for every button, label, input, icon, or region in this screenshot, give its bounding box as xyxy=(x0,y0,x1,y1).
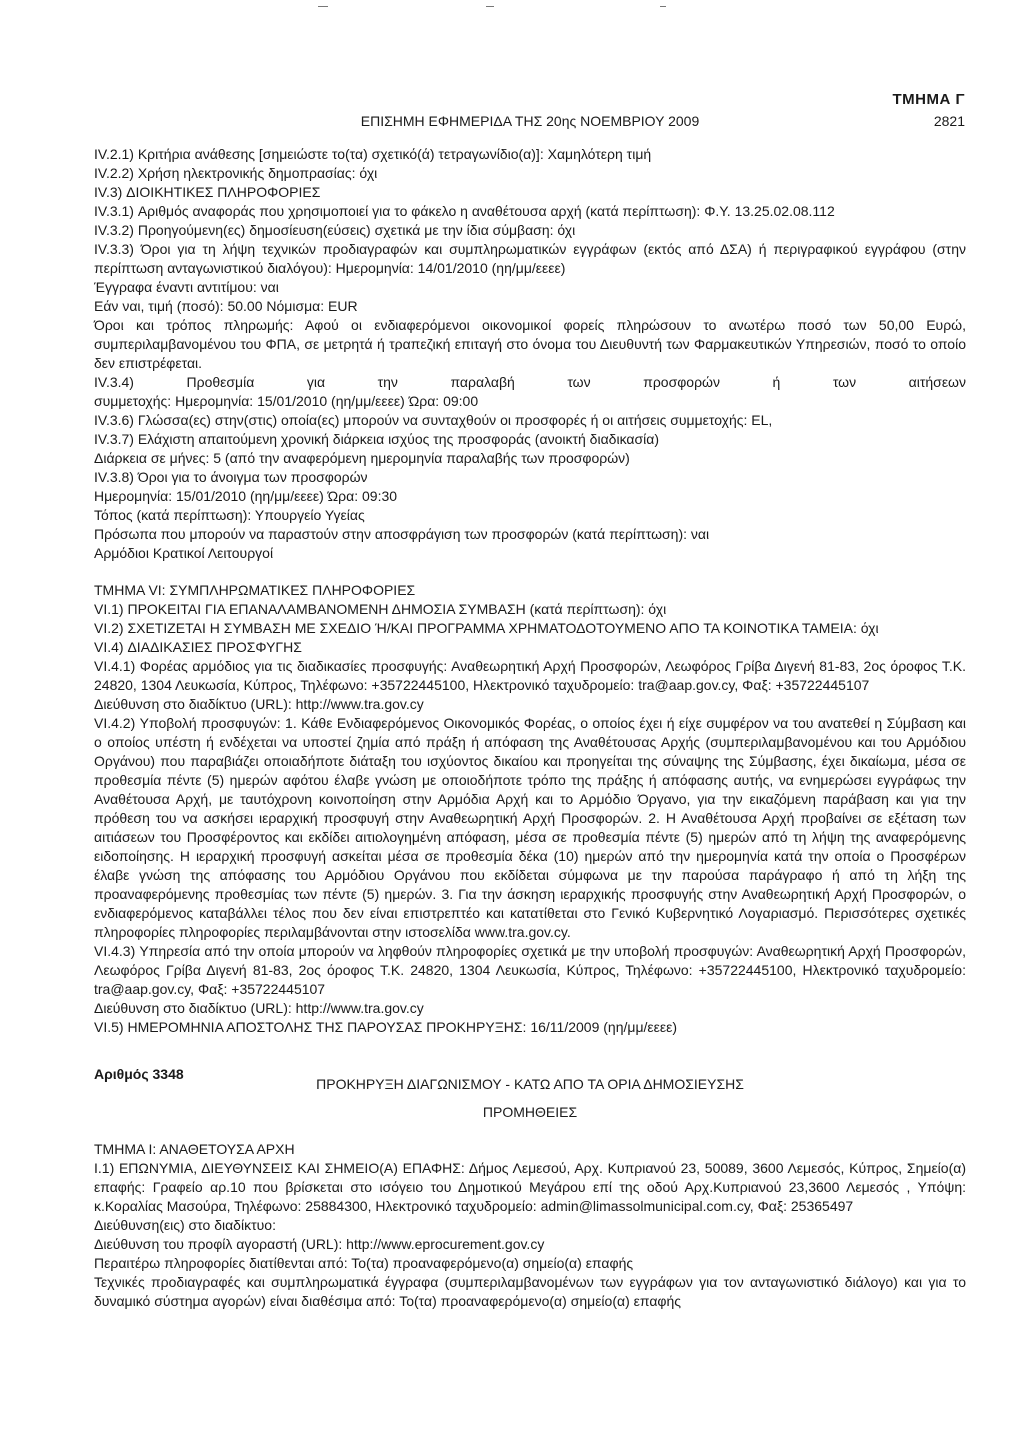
spacer xyxy=(94,1122,966,1140)
paragraph-iv34: IV.3.4) Προθεσμία για την παραλαβή των προσφορών ή των αιτήσεων xyxy=(94,374,966,390)
spacer xyxy=(94,1037,966,1063)
text-line: IV.2.2) Χρήση ηλεκτρονικής δημοπρασίας: όχι xyxy=(94,165,378,181)
text-line: VI.4) ΔΙΑΔΙΚΑΣΙΕΣ ΠΡΟΣΦΥΓΗΣ xyxy=(94,639,302,655)
url-line: Διεύθυνση του προφίλ αγοραστή (URL): http://www.eprocurement.gov.cy xyxy=(94,1236,545,1252)
paragraph-i1: Ι.1) ΕΠΩΝΥΜΙΑ, ΔΙΕΥΘΥΝΣΕΙΣ ΚΑΙ ΣΗΜΕΙΟ(Α) ΕΠΑΦΗΣ: Δήμος Λεμεσού, Αρχ. Κυπριανού 23, 50089, 3600 Λεμεσός, Κύπρος, Σημείο(α) επαφής: Γραφείο αρ.10 που βρίσκεται στο ισόγειο του Δημοτικού Μεγάρου επί της οδού Αρχ.Κυπριανού 23,3600 Λεμεσός , Υπόψη: κ.Κοραλίας Μασούρα, Τηλέφωνο: 25884300, Ηλεκτρονικό ταχυδρομείο: admin@limassolmunicipal.com.cy, Φαξ: 25365497 xyxy=(94,1160,966,1214)
page-number: 2821 xyxy=(933,113,965,129)
paragraph-vi41: VI.4.1) Φορέας αρμόδιος για τις διαδικασίες προσφυγής: Αναθεωρητική Αρχή Προσφορών, Λεωφόρος Γρίβα Διγενή 81-83, 2ος όροφος Τ.Κ. 24820, 1304 Λευκωσία, Κύπρος, Τηλέφωνο: +35722445100, Ηλεκτρονικό ταχυδρομείο: tra@aap.gov.cy, Φαξ: +35722445107 xyxy=(94,658,966,693)
notice-subtitle: ΠΡΟΜΗΘΕΙΕΣ xyxy=(482,1104,578,1120)
text-line: IV.3.8) Όροι για το άνοιγμα των προσφορών xyxy=(94,469,368,485)
text-line: VI.1) ΠΡΟΚΕΙΤΑΙ ΓΙΑ ΕΠΑΝΑΛΑΜΒΑΝΟΜΕΝΗ ΔΗΜΟΣΙΑ ΣΥΜΒΑΣΗ (κατά περίπτωση): όχι xyxy=(94,601,667,617)
section-heading: ΤΜΗΜΑ VI: ΣΥΜΠΛΗΡΩΜΑΤΙΚΕΣ ΠΛΗΡΟΦΟΡΙΕΣ xyxy=(94,582,416,598)
text-line: Τόπος (κατά περίπτωση): Υπουργείο Υγείας xyxy=(94,507,365,523)
text-line: Περαιτέρω πληροφορίες διατίθενται από: Το(τα) προαναφερόμενο(α) σημείο(α) επαφής xyxy=(94,1255,634,1271)
section-heading: ΤΜΗΜΑ Ι: ΑΝΑΘΕΤΟΥΣΑ ΑΡΧΗ xyxy=(94,1141,295,1157)
text-line: IV.3.1) Αριθμός αναφοράς που χρησιμοποιεί για το φάκελο η αναθέτουσα αρχή (κατά περίπτωση): Φ.Υ. 13.25.02.08.112 xyxy=(94,203,835,219)
gazette-title: ΕΠΙΣΗΜΗ ΕΦΗΜΕΡΙΔΑ ΤΗΣ 20ης ΝΟΕΜΒΡΙΟΥ 2009 xyxy=(360,113,700,129)
text-line: IV.3.7) Ελάχιστη απαιτούμενη χρονική διάρκεια ισχύος της προσφοράς (ανοικτή διαδικασία) xyxy=(94,431,659,447)
paragraph-vi43: VI.4.3) Υπηρεσία από την οποία μπορούν να ληφθούν πληροφορίες σχετικά με την υποβολή προσφυγών: Αναθεωρητική Αρχή Προσφορών, Λεωφόρος Γρίβα Διγενή 81-83, 2ος όροφος Τ.Κ. 24820, 1304 Λευκωσία, Κύπρος, Τηλέφωνο: +35722445100, Ηλεκτρονικό ταχυδρομείο: tra@aap.gov.cy, Φαξ: +35722445107 xyxy=(94,943,966,997)
text-line: Ημερομηνία: 15/01/2010 (ηη/μμ/εεεε) Ώρα: 09:30 xyxy=(94,488,398,504)
text-line: Διάρκεια σε μήνες: 5 (από την αναφερόμενη ημερομηνία παραλαβής των προσφορών) xyxy=(94,450,630,466)
text-line: IV.3) ΔΙΟΙΚΗΤΙΚΕΣ ΠΛΗΡΟΦΟΡΙΕΣ xyxy=(94,184,321,200)
spacer xyxy=(94,563,966,581)
paragraph-iv33: IV.3.3) Όροι για τη λήψη τεχνικών προδιαγραφών και συμπληρωματικών εγγράφων (εκτός από ΔΣΑ) ή περιγραφικού εγγράφου (στην περίπτωση ανταγωνιστικού διαλόγου): Ημερομηνία: 14/01/2010 (ηη/μμ/εεεε) xyxy=(94,241,966,276)
text-line: VI.5) ΗΜΕΡΟΜΗΝΙΑ ΑΠΟΣΤΟΛΗΣ ΤΗΣ ΠΑΡΟΥΣΑΣ ΠΡΟΚΗΡΥΞΗΣ: 16/11/2009 (ηη/μμ/εεεε) xyxy=(94,1019,678,1035)
paragraph-vi42: VI.4.2) Υποβολή προσφυγών: 1. Κάθε Ενδιαφερόμενος Οικονομικός Φορέας, ο οποίος έχει ή είχε συμφέρον να του ανατεθεί η Σύμβαση και ο οποίος υπέστη ή ενδέχεται να υποστεί ζημία από πράξη ή απόφαση της Αναθέτουσας Αρχής (συμπεριλαμβανομένου και του Αρμόδιου Οργάνου) που παραβιάζει οποιαδήποτε διάταξη του ισχύοντος δικαίου και προηγείται της σύναψης της Σύμβασης, έχει δικαίωμα, μέσα σε προθεσμία πέντε (5) ημερών αφότου έλαβε γνώση με οποιοδήποτε τρόπο της πράξης ή απόφασης αυτής, να ενημερώσει εγγράφως την Αναθέτουσα Αρχή, με ταυτόχρονη κοινοποίηση στην Αρμόδια Αρχή και το Αρμόδιο Όργανο, για την εικαζόμενη παράβαση και για την πρόθεση του να ασκήσει ιεραρχική προσφυγή στην Αναθεωρητική Αρχή Προσφορών. 2. Η Αναθέτουσα Αρχή προβαίνει σε εξέταση των αιτιάσεων του Προσφέροντος και εκδίδει αιτιολογημένη απόφαση, μέσα σε προθεσμία πέντε (5) ημερών από τη λήψη της αναφερόμενης ειδοποίησης. Η ιεραρχική προσφυγή ασκείται μέσα σε προθεσμία δέκα (10) ημερών από την ημερομηνία κατά την οποία ο Προσφέρων έλαβε γνώση της απόφασης του Αρμόδιου Οργάνου που εκδίδεται σύμφωνα με την παρούσα παράγραφο ή από τη λήξη της προαναφερόμενης προθεσμίας των πέντε (5) ημερών. 3. Για την άσκηση ιεραρχικής προσφυγής στην Αναθεωρητική Αρχή Προσφορών, ο ενδιαφερόμενος καταβάλλει τέλος που δεν είναι επιστρεπτέο και κατατίθεται στο Γενικό Κυβερνητικό Λογαριασμό. Περισσότερες σχετικές πληροφορίες πληροφορίες περιλαμβάνονται στην ιστοσελίδα www.tra.gov.cy. xyxy=(94,715,966,940)
text-line: Πρόσωπα που μπορούν να παραστούν στην αποσφράγιση των προσφορών (κατά περίπτωση): ναι xyxy=(94,526,710,542)
page-header xyxy=(94,90,966,130)
text-line: IV.3.6) Γλώσσα(ες) στην(στις) οποία(ες) μπορούν να συνταχθούν οι προσφορές ή οι αιτήσεις συμμετοχής: EL, xyxy=(94,412,773,428)
paragraph-tech-specs: Τεχνικές προδιαγραφές και συμπληρωματικά έγγραφα (συμπεριλαμβανομένων των εγγράφων για τον ανταγωνιστικό διάλογο) και για το δυναμικό σύστημα αγορών) είναι διαθέσιμα από: Το(τα) προαναφερόμενο(α) σημείο(α) επαφής xyxy=(94,1274,966,1309)
text-line: Διεύθυνση(εις) στο διαδίκτυο: xyxy=(94,1217,276,1233)
text-line: Έγγραφα έναντι αντιτίμου: ναι xyxy=(94,279,279,295)
notice-title: ΠΡΟΚΗΡΥΞΗ ΔΙΑΓΩΝΙΣΜΟΥ - ΚΑΤΩ ΑΠΟ ΤΑ ΟΡΙΑ ΔΗΜΟΣΙΕΥΣΗΣ xyxy=(316,1076,744,1092)
paragraph-payment-terms: Όροι και τρόπος πληρωμής: Αφού οι ενδιαφερόμενοι οικονομικοί φορείς πληρώσουν το ανωτέρω ποσό των 50,00 Ευρώ, συμπεριλαμβανομένου του ΦΠΑ, σε μετρητά ή τραπεζική επιταγή στο όνομα του Διευθυντή των Φαρμακευτικών Υπηρεσιών, ποσό το οποίο δεν επιστρέφεται. xyxy=(94,317,966,371)
text-line: IV.2.1) Κριτήρια ανάθεσης [σημειώστε το(τα) σχετικό(ά) τετραγωνίδιο(α)]: Χαμηλότερη τιμή xyxy=(94,146,652,162)
scan-marks xyxy=(0,6,1024,10)
text-line: Εάν ναι, τιμή (ποσό): 50.00 Νόμισμα: EUR xyxy=(94,298,358,314)
text-line: Αρμόδιοι Κρατικοί Λειτουργοί xyxy=(94,545,274,561)
paragraph-vi2: VI.2) ΣΧΕΤΙΖΕΤΑΙ Η ΣΥΜΒΑΣΗ ΜΕ ΣΧΕΔΙΟ Ή/ΚΑΙ ΠΡΟΓΡΑΜΜΑ ΧΡΗΜΑΤΟΔΟΤΟΥΜΕΝΟ ΑΠΟ ΤΑ ΚΟΙΝΟΤΙΚΑ ΤΑΜΕΙΑ: όχι xyxy=(94,620,879,636)
url-line: Διεύθυνση στο διαδίκτυο (URL): http://www.tra.gov.cy xyxy=(94,696,424,712)
notice-header xyxy=(94,1063,966,1103)
text-line: IV.3.2) Προηγούμενη(ες) δημοσίευση(εύσεις) σχετικά με την ίδια σύμβαση: όχι xyxy=(94,222,576,238)
document-page xyxy=(94,90,966,1311)
section-tag: ΤΜΗΜΑ Γ xyxy=(892,91,965,108)
notice-number: Αριθμός 3348 xyxy=(94,1066,184,1082)
url-line: Διεύθυνση στο διαδίκτυο (URL): http://www.tra.gov.cy xyxy=(94,1000,424,1016)
text-line: συμμετοχής: Ημερομηνία: 15/01/2010 (ηη/μμ/εεεε) Ώρα: 09:00 xyxy=(94,393,479,409)
